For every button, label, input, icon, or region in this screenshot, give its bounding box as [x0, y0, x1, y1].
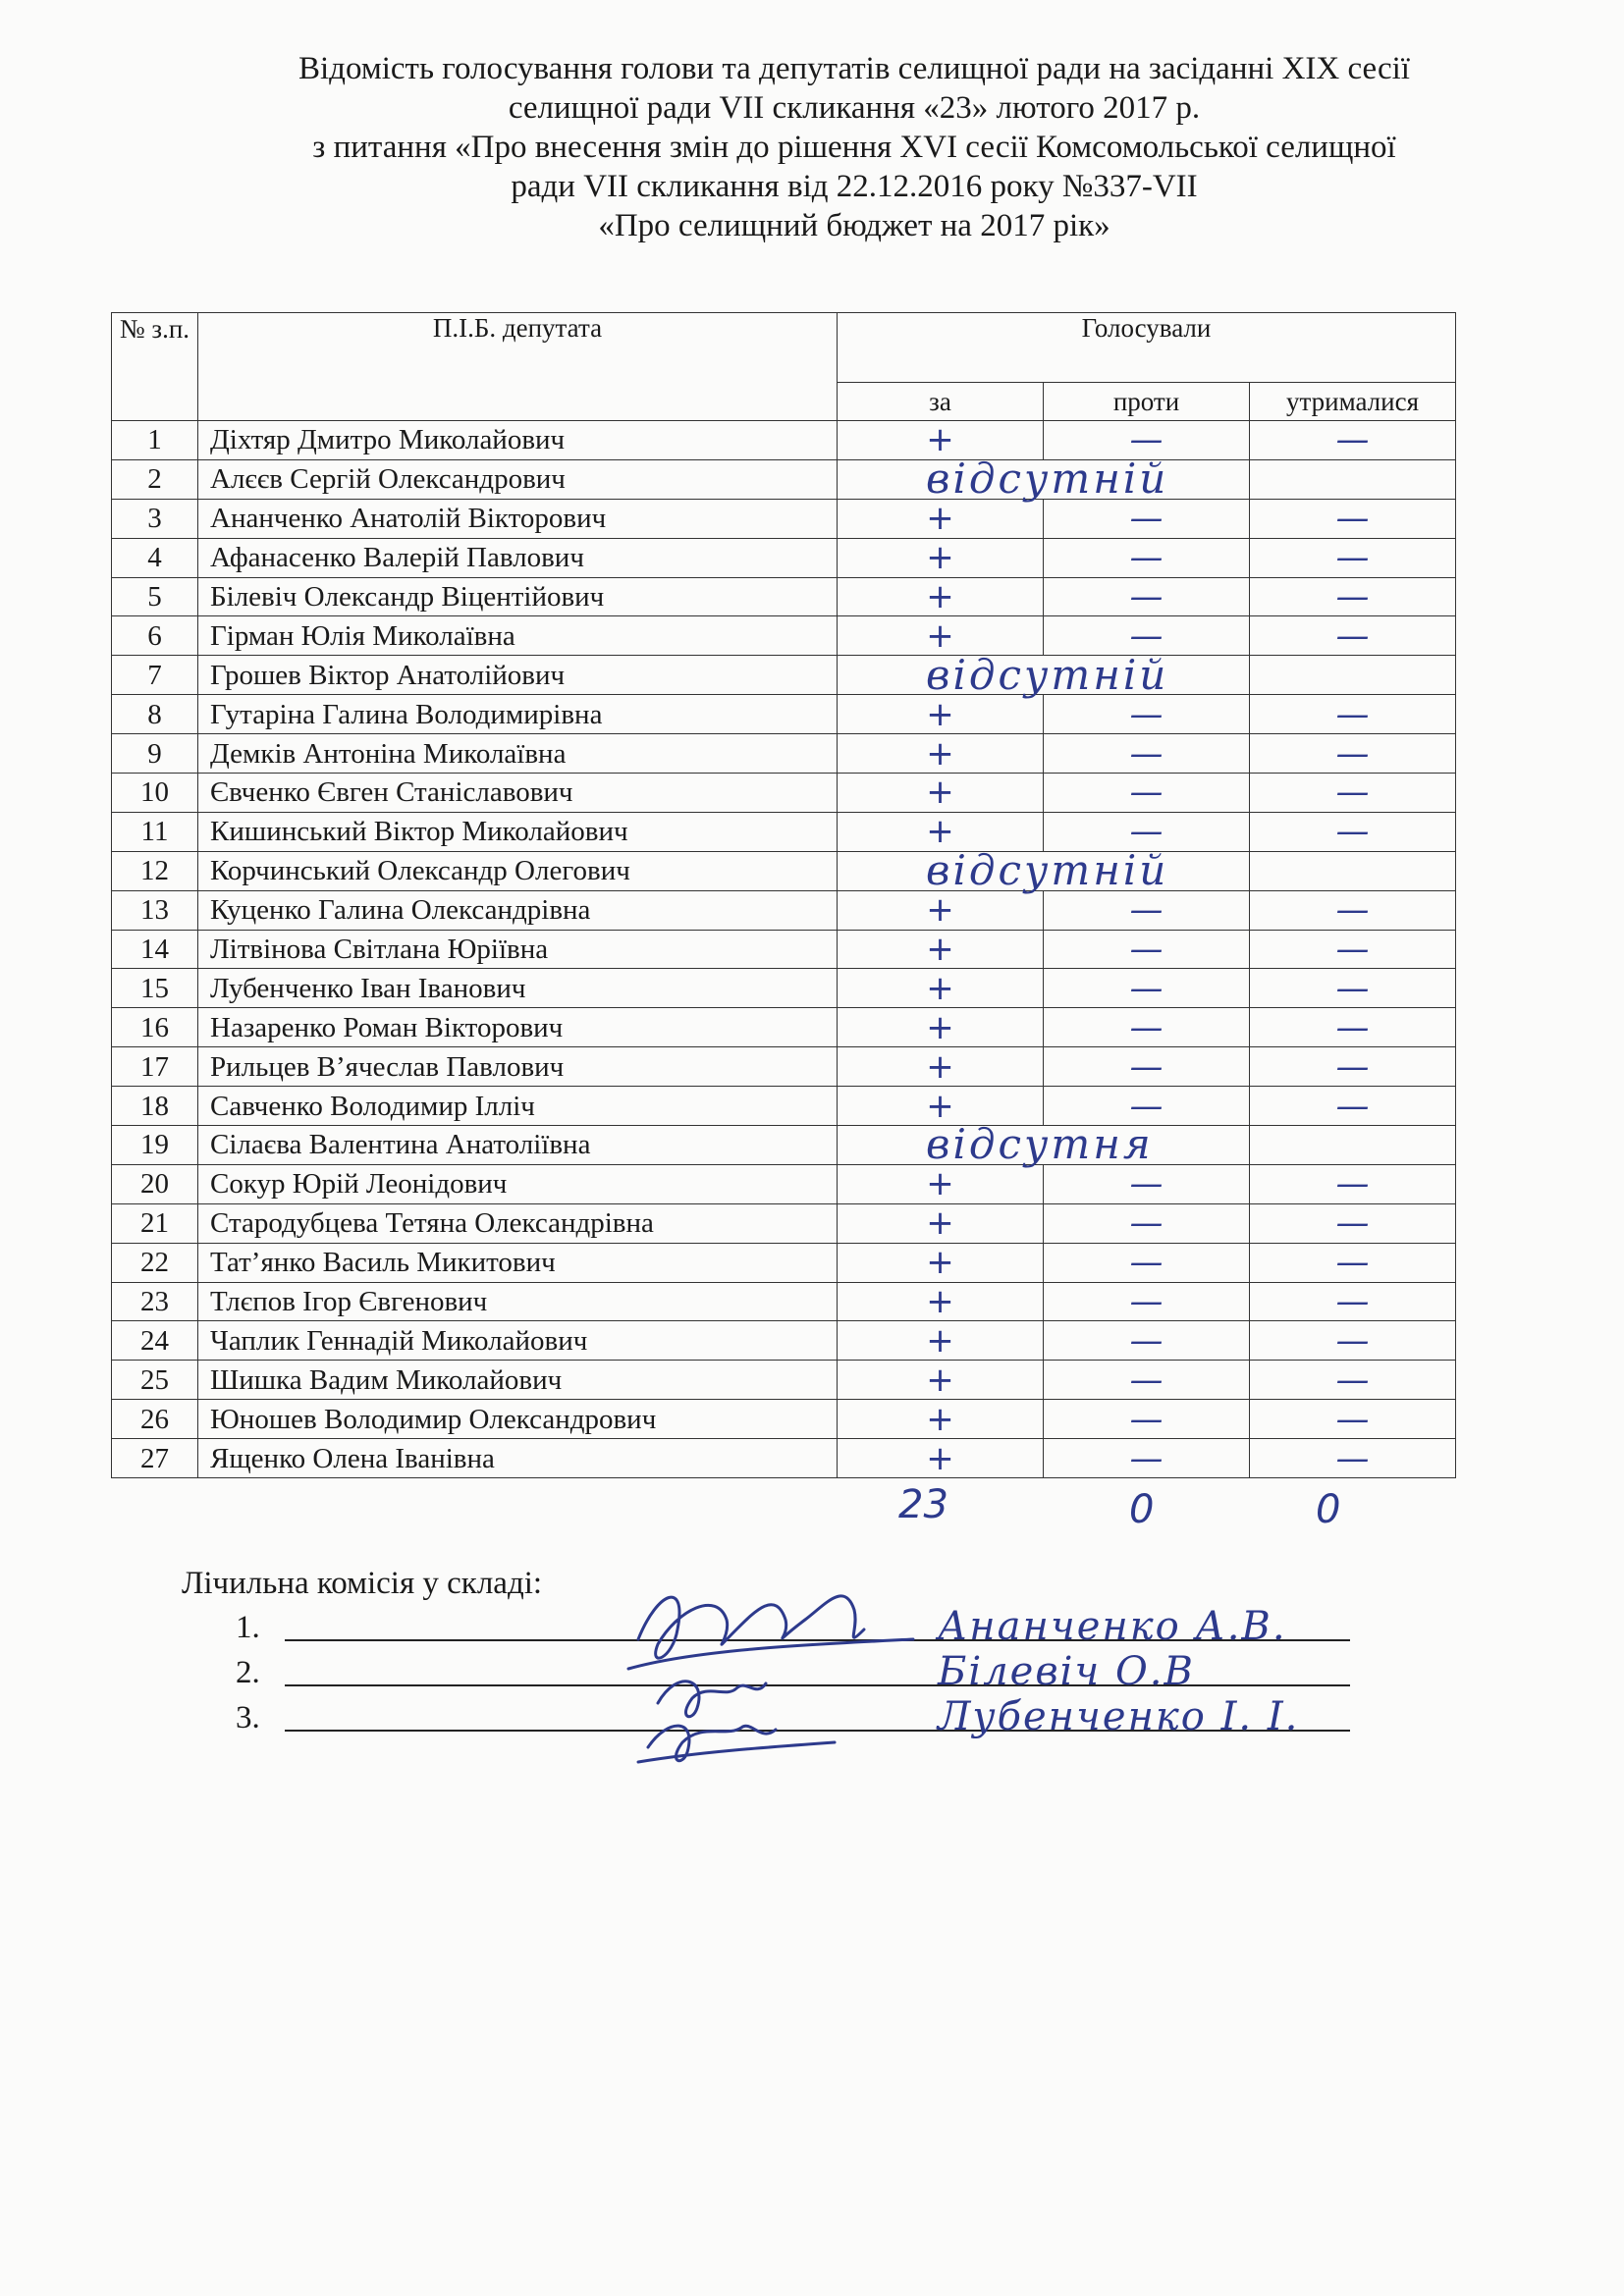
table-body — [112, 421, 1456, 1478]
absent-mark: відсутня — [838, 1126, 1250, 1165]
voting-table — [111, 312, 1456, 1478]
vote-for-mark: + — [838, 421, 1044, 460]
vote-abstained-mark: — — [1250, 577, 1456, 616]
row-number: 1 — [112, 421, 198, 460]
vote-against-mark: — — [1044, 1164, 1250, 1203]
vote-for-mark: + — [838, 1047, 1044, 1087]
header-for: за — [838, 383, 1044, 421]
vote-abstained-mark: — — [1250, 616, 1456, 656]
vote-for-mark: + — [838, 1439, 1044, 1478]
title-line-3: з питання «Про внесення змін до рішення XVI сесії Комсомольської селищної — [312, 130, 1396, 165]
deputy-name: Грошев Віктор Анатолійович — [198, 656, 838, 695]
vote-for-mark: + — [838, 1164, 1044, 1203]
vote-against-mark: — — [1044, 734, 1250, 774]
title-line-2: селищної ради VII скликання «23» лютого 2017 р. — [508, 90, 1201, 126]
table-row — [112, 1321, 1456, 1361]
table-row — [112, 538, 1456, 577]
row-number: 17 — [112, 1047, 198, 1087]
vote-for-mark: + — [838, 1008, 1044, 1047]
vote-for-mark: + — [838, 1282, 1044, 1321]
commission-member-1 — [182, 1604, 1287, 1655]
table-row — [112, 1008, 1456, 1047]
table-row — [112, 851, 1456, 890]
deputy-name: Назаренко Роман Вікторович — [198, 1008, 838, 1047]
row-number: 16 — [112, 1008, 198, 1047]
table-row — [112, 656, 1456, 695]
deputy-name: Корчинський Олександр Олегович — [198, 851, 838, 890]
handwritten-name: Ананченко А.В. — [938, 1604, 1287, 1649]
row-number: 19 — [112, 1126, 198, 1165]
deputy-name: Юношев Володимир Олександрович — [198, 1400, 838, 1439]
deputy-name: Афанасенко Валерій Павлович — [198, 538, 838, 577]
table-row — [112, 774, 1456, 813]
vote-against-mark: — — [1044, 1361, 1250, 1400]
deputy-name: Лубенченко Іван Іванович — [198, 969, 838, 1008]
row-number: 27 — [112, 1439, 198, 1478]
vote-abstained-mark: — — [1250, 734, 1456, 774]
table-row — [112, 1047, 1456, 1087]
deputy-name: Ананченко Анатолій Вікторович — [198, 499, 838, 538]
table-row — [112, 1087, 1456, 1126]
vote-for-mark: + — [838, 774, 1044, 813]
vote-against-mark: — — [1044, 499, 1250, 538]
vote-for-mark: + — [838, 969, 1044, 1008]
deputy-name: Тат’янко Василь Микитович — [198, 1243, 838, 1282]
vote-abstained-mark: — — [1250, 774, 1456, 813]
deputy-name: Чаплик Геннадій Миколайович — [198, 1321, 838, 1361]
title-line-5: «Про селищний бюджет на 2017 рік» — [598, 208, 1110, 243]
table-row — [112, 1126, 1456, 1165]
title-line-1: Відомість голосування голови та депутатів селищної ради на засіданні XIX сесії — [298, 51, 1410, 86]
deputy-name: Тлєпов Ігор Євгенович — [198, 1282, 838, 1321]
abstained-cell — [1250, 459, 1456, 499]
signature-3 — [648, 1726, 776, 1761]
vote-abstained-mark: — — [1250, 812, 1456, 851]
vote-against-mark: — — [1044, 812, 1250, 851]
table-row — [112, 1203, 1456, 1243]
vote-abstained-mark: — — [1250, 890, 1456, 930]
deputy-name: Літвінова Світлана Юріївна — [198, 930, 838, 969]
vote-against-mark: — — [1044, 1321, 1250, 1361]
deputy-name: Рильцев В’ячеслав Павлович — [198, 1047, 838, 1087]
vote-for-mark: + — [838, 1321, 1044, 1361]
row-number: 5 — [112, 577, 198, 616]
vote-for-mark: + — [838, 812, 1044, 851]
deputy-name: Євченко Євген Станіславович — [198, 774, 838, 813]
vote-for-mark: + — [838, 890, 1044, 930]
header-number: № з.п. — [112, 313, 198, 421]
table-row — [112, 616, 1456, 656]
vote-abstained-mark: — — [1250, 1361, 1456, 1400]
vote-abstained-mark: — — [1250, 930, 1456, 969]
table-row — [112, 1164, 1456, 1203]
abstained-cell — [1250, 656, 1456, 695]
table-row — [112, 734, 1456, 774]
row-number: 22 — [112, 1243, 198, 1282]
vote-for-mark: + — [838, 538, 1044, 577]
vote-abstained-mark: — — [1250, 1243, 1456, 1282]
deputy-name: Сілаєва Валентина Анатоліївна — [198, 1126, 838, 1165]
member-number: 2. — [236, 1655, 260, 1690]
signature-2 — [658, 1682, 766, 1717]
vote-for-mark: + — [838, 1203, 1044, 1243]
header-voted: Голосували — [838, 313, 1456, 383]
vote-abstained-mark: — — [1250, 1203, 1456, 1243]
row-number: 12 — [112, 851, 198, 890]
table-row — [112, 1439, 1456, 1478]
vote-against-mark: — — [1044, 1400, 1250, 1439]
deputy-name: Гірман Юлія Миколаївна — [198, 616, 838, 656]
row-number: 6 — [112, 616, 198, 656]
vote-for-mark: + — [838, 695, 1044, 734]
row-number: 2 — [112, 459, 198, 499]
row-number: 25 — [112, 1361, 198, 1400]
vote-for-mark: + — [838, 734, 1044, 774]
header-abstained: утрималися — [1250, 383, 1456, 421]
abstained-cell — [1250, 1126, 1456, 1165]
row-number: 20 — [112, 1164, 198, 1203]
vote-against-mark: — — [1044, 890, 1250, 930]
table-row — [112, 930, 1456, 969]
deputy-name: Алєєв Сергій Олександрович — [198, 459, 838, 499]
deputy-name: Савченко Володимир Ілліч — [198, 1087, 838, 1126]
deputy-name: Шишка Вадим Миколайович — [198, 1361, 838, 1400]
signature-3-underline — [638, 1742, 835, 1762]
row-number: 8 — [112, 695, 198, 734]
table-row — [112, 890, 1456, 930]
vote-for-mark: + — [838, 1361, 1044, 1400]
row-number: 3 — [112, 499, 198, 538]
row-number: 15 — [112, 969, 198, 1008]
handwritten-name: Білевіч О.В — [938, 1649, 1195, 1694]
vote-abstained-mark: — — [1250, 969, 1456, 1008]
header-against: проти — [1044, 383, 1250, 421]
absent-mark: відсутній — [838, 851, 1250, 890]
total-for: 23 — [898, 1482, 948, 1527]
row-number: 11 — [112, 812, 198, 851]
absent-mark: відсутній — [838, 656, 1250, 695]
table-row — [112, 459, 1456, 499]
table-row — [112, 1400, 1456, 1439]
deputy-name: Демків Антоніна Миколаївна — [198, 734, 838, 774]
member-number: 1. — [236, 1610, 260, 1645]
handwritten-signatures — [619, 1551, 992, 1777]
vote-against-mark: — — [1044, 1008, 1250, 1047]
vote-for-mark: + — [838, 616, 1044, 656]
vote-abstained-mark: — — [1250, 1400, 1456, 1439]
table-row — [112, 1243, 1456, 1282]
vote-against-mark: — — [1044, 969, 1250, 1008]
table-row — [112, 577, 1456, 616]
commission-member-2 — [182, 1649, 1195, 1700]
member-number: 3. — [236, 1700, 260, 1735]
signature-1-underline — [628, 1639, 913, 1669]
deputy-name: Стародубцева Тетяна Олександрівна — [198, 1203, 838, 1243]
row-number: 24 — [112, 1321, 198, 1361]
vote-abstained-mark: — — [1250, 1282, 1456, 1321]
row-number: 23 — [112, 1282, 198, 1321]
vote-against-mark: — — [1044, 1047, 1250, 1087]
vote-abstained-mark: — — [1250, 1439, 1456, 1478]
row-number: 10 — [112, 774, 198, 813]
table-row — [112, 1282, 1456, 1321]
vote-totals — [0, 1482, 1624, 1541]
row-number: 21 — [112, 1203, 198, 1243]
vote-abstained-mark: — — [1250, 499, 1456, 538]
vote-abstained-mark: — — [1250, 1087, 1456, 1126]
header-deputy-name: П.І.Б. депутата — [198, 313, 838, 421]
vote-abstained-mark: — — [1250, 538, 1456, 577]
deputy-name: Сокур Юрій Леонідович — [198, 1164, 838, 1203]
vote-abstained-mark: — — [1250, 1008, 1456, 1047]
vote-against-mark: — — [1044, 1203, 1250, 1243]
vote-against-mark: — — [1044, 616, 1250, 656]
table-row — [112, 695, 1456, 734]
document-title — [137, 49, 1571, 245]
vote-against-mark: — — [1044, 421, 1250, 460]
vote-against-mark: — — [1044, 1243, 1250, 1282]
vote-against-mark: — — [1044, 577, 1250, 616]
absent-mark: відсутній — [838, 459, 1250, 499]
vote-for-mark: + — [838, 499, 1044, 538]
vote-against-mark: — — [1044, 1439, 1250, 1478]
vote-against-mark: — — [1044, 774, 1250, 813]
vote-against-mark: — — [1044, 930, 1250, 969]
deputy-name: Ященко Олена Іванівна — [198, 1439, 838, 1478]
row-number: 26 — [112, 1400, 198, 1439]
deputy-name: Куценко Галина Олександрівна — [198, 890, 838, 930]
total-against: 0 — [1129, 1487, 1155, 1532]
vote-for-mark: + — [838, 1400, 1044, 1439]
vote-abstained-mark: — — [1250, 421, 1456, 460]
table-row — [112, 421, 1456, 460]
vote-for-mark: + — [838, 930, 1044, 969]
abstained-cell — [1250, 851, 1456, 890]
vote-for-mark: + — [838, 1087, 1044, 1126]
vote-abstained-mark: — — [1250, 1321, 1456, 1361]
table-row — [112, 969, 1456, 1008]
commission-heading: Лічильна комісія у складі: — [182, 1566, 543, 1601]
vote-against-mark: — — [1044, 538, 1250, 577]
deputy-name: Гутаріна Галина Володимирівна — [198, 695, 838, 734]
total-abstained: 0 — [1316, 1487, 1341, 1532]
table-row — [112, 499, 1456, 538]
vote-abstained-mark: — — [1250, 695, 1456, 734]
vote-for-mark: + — [838, 577, 1044, 616]
row-number: 4 — [112, 538, 198, 577]
table-row — [112, 1361, 1456, 1400]
row-number: 14 — [112, 930, 198, 969]
handwritten-name: Лубенченко І. І. — [938, 1694, 1300, 1739]
table-row — [112, 812, 1456, 851]
vote-for-mark: + — [838, 1243, 1044, 1282]
vote-abstained-mark: — — [1250, 1164, 1456, 1203]
row-number: 7 — [112, 656, 198, 695]
deputy-name: Діхтяр Дмитро Миколайович — [198, 421, 838, 460]
counting-commission — [182, 1566, 1300, 1745]
vote-against-mark: — — [1044, 1087, 1250, 1126]
row-number: 13 — [112, 890, 198, 930]
vote-abstained-mark: — — [1250, 1047, 1456, 1087]
vote-against-mark: — — [1044, 695, 1250, 734]
title-line-4: ради VII скликання від 22.12.2016 року №337-VII — [511, 169, 1198, 204]
row-number: 18 — [112, 1087, 198, 1126]
commission-member-3 — [182, 1694, 1300, 1745]
deputy-name: Кишинський Віктор Миколайович — [198, 812, 838, 851]
deputy-name: Білевіч Олександр Віцентійович — [198, 577, 838, 616]
vote-against-mark: — — [1044, 1282, 1250, 1321]
row-number: 9 — [112, 734, 198, 774]
